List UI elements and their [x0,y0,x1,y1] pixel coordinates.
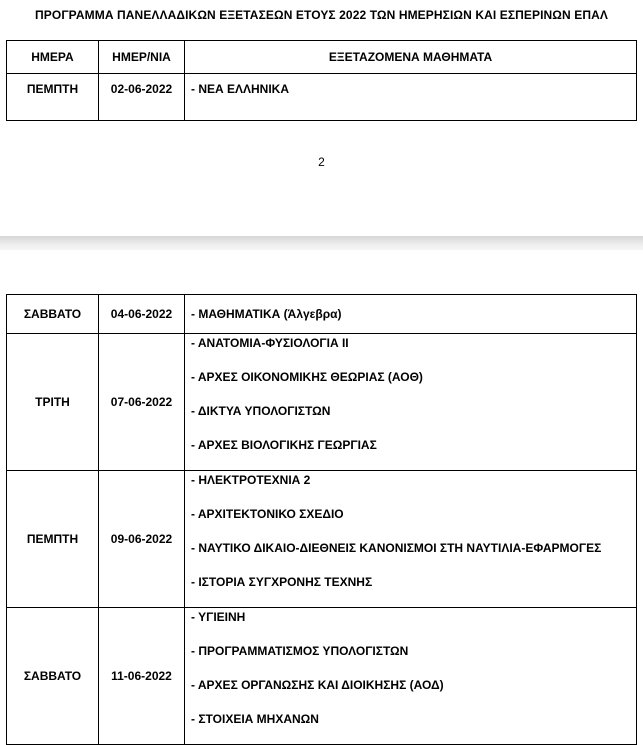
subject-item: - ΑΡΧΕΣ ΟΙΚΟΝΟΜΙΚΗΣ ΘΕΩΡΙΑΣ (ΑΟΘ) [191,370,423,384]
subject-item: - ΗΛΕΚΤΡΟΤΕΧΝΙΑ 2 [191,473,311,487]
subject-item: - ΑΡΧΕΣ ΒΙΟΛΟΓΙΚΗΣ ΓΕΩΡΓΙΑΣ [191,438,377,452]
subject-item: - ΣΤΟΙΧΕΙΑ ΜΗΧΑΝΩΝ [191,712,319,726]
row-date: 04-06-2022 [99,295,185,334]
table-row [7,295,637,334]
row-subject: - ΜΑΘΗΜΑΤΙΚΑ (Άλγεβρα) [185,295,637,334]
table-row [7,334,637,471]
row-date: 11-06-2022 [99,608,185,745]
row-subject: - ΝΕΑ ΕΛΛΗΝΙΚΑ [185,74,637,121]
schedule-table-page-1 [6,40,637,121]
row-subjects [185,471,637,608]
subject-item: - ΥΓΙΕΙΝΗ [191,610,246,624]
row-date: 02-06-2022 [99,74,185,121]
subject-item: - ΑΝΑΤΟΜΙΑ-ΦΥΣΙΟΛΟΓΙΑ ΙΙ [191,336,349,350]
table-row [7,471,637,608]
row-subjects [185,608,637,745]
table-row [7,608,637,745]
row-subjects [185,334,637,471]
subject-item: - ΠΡΟΓΡΑΜΜΑΤΙΣΜΟΣ ΥΠΟΛΟΓΙΣΤΩΝ [191,644,409,658]
page-title: ΠΡΟΓΡΑΜΜΑ ΠΑΝΕΛΛΑΔΙΚΩΝ ΕΞΕΤΑΣΕΩΝ ΕΤΟΥΣ 2022 ΤΩΝ ΗΜΕΡΗΣΙΩΝ ΚΑΙ ΕΣΠΕΡΙΝΩΝ ΕΠΑΛ [35,8,608,22]
row-day: ΤΡΙΤΗ [7,334,99,471]
row-date: 07-06-2022 [99,334,185,471]
row-day: ΠΕΜΠΤΗ [7,74,99,121]
table-header-row [7,41,637,74]
schedule-table-page-2 [6,294,637,745]
subject-item: - ΙΣΤΟΡΙΑ ΣΥΓΧΡΟΝΗΣ ΤΕΧΝΗΣ [191,575,373,589]
subject-item: - ΑΡΧΕΣ ΟΡΓΑΝΩΣΗΣ ΚΑΙ ΔΙΟΙΚΗΣΗΣ (ΑΟΔ) [191,678,444,692]
header-date: ΗΜΕΡ/ΝΙΑ [99,41,185,74]
header-subjects: ΕΞΕΤΑΖΟΜΕΝΑ ΜΑΘΗΜΑΤΑ [185,41,637,74]
page-break [0,236,643,250]
row-date: 09-06-2022 [99,471,185,608]
subject-item: - ΑΡΧΙΤΕΚΤΟΝΙΚΟ ΣΧΕΔΙΟ [191,507,344,521]
subject-item: - ΔΙΚΤΥΑ ΥΠΟΛΟΓΙΣΤΩΝ [191,404,331,418]
page-number: 2 [318,155,325,169]
table-row [7,74,637,121]
header-day: ΗΜΕΡΑ [7,41,99,74]
row-day: ΠΕΜΠΤΗ [7,471,99,608]
row-day: ΣΑΒΒΑΤΟ [7,608,99,745]
subject-item: - ΝΑΥΤΙΚΟ ΔΙΚΑΙΟ-ΔΙΕΘΝΕΙΣ ΚΑΝΟΝΙΣΜΟΙ ΣΤΗ ΝΑΥΤΙΛΙΑ-ΕΦΑΡΜΟΓΕΣ [191,541,602,555]
row-day: ΣΑΒΒΑΤΟ [7,295,99,334]
